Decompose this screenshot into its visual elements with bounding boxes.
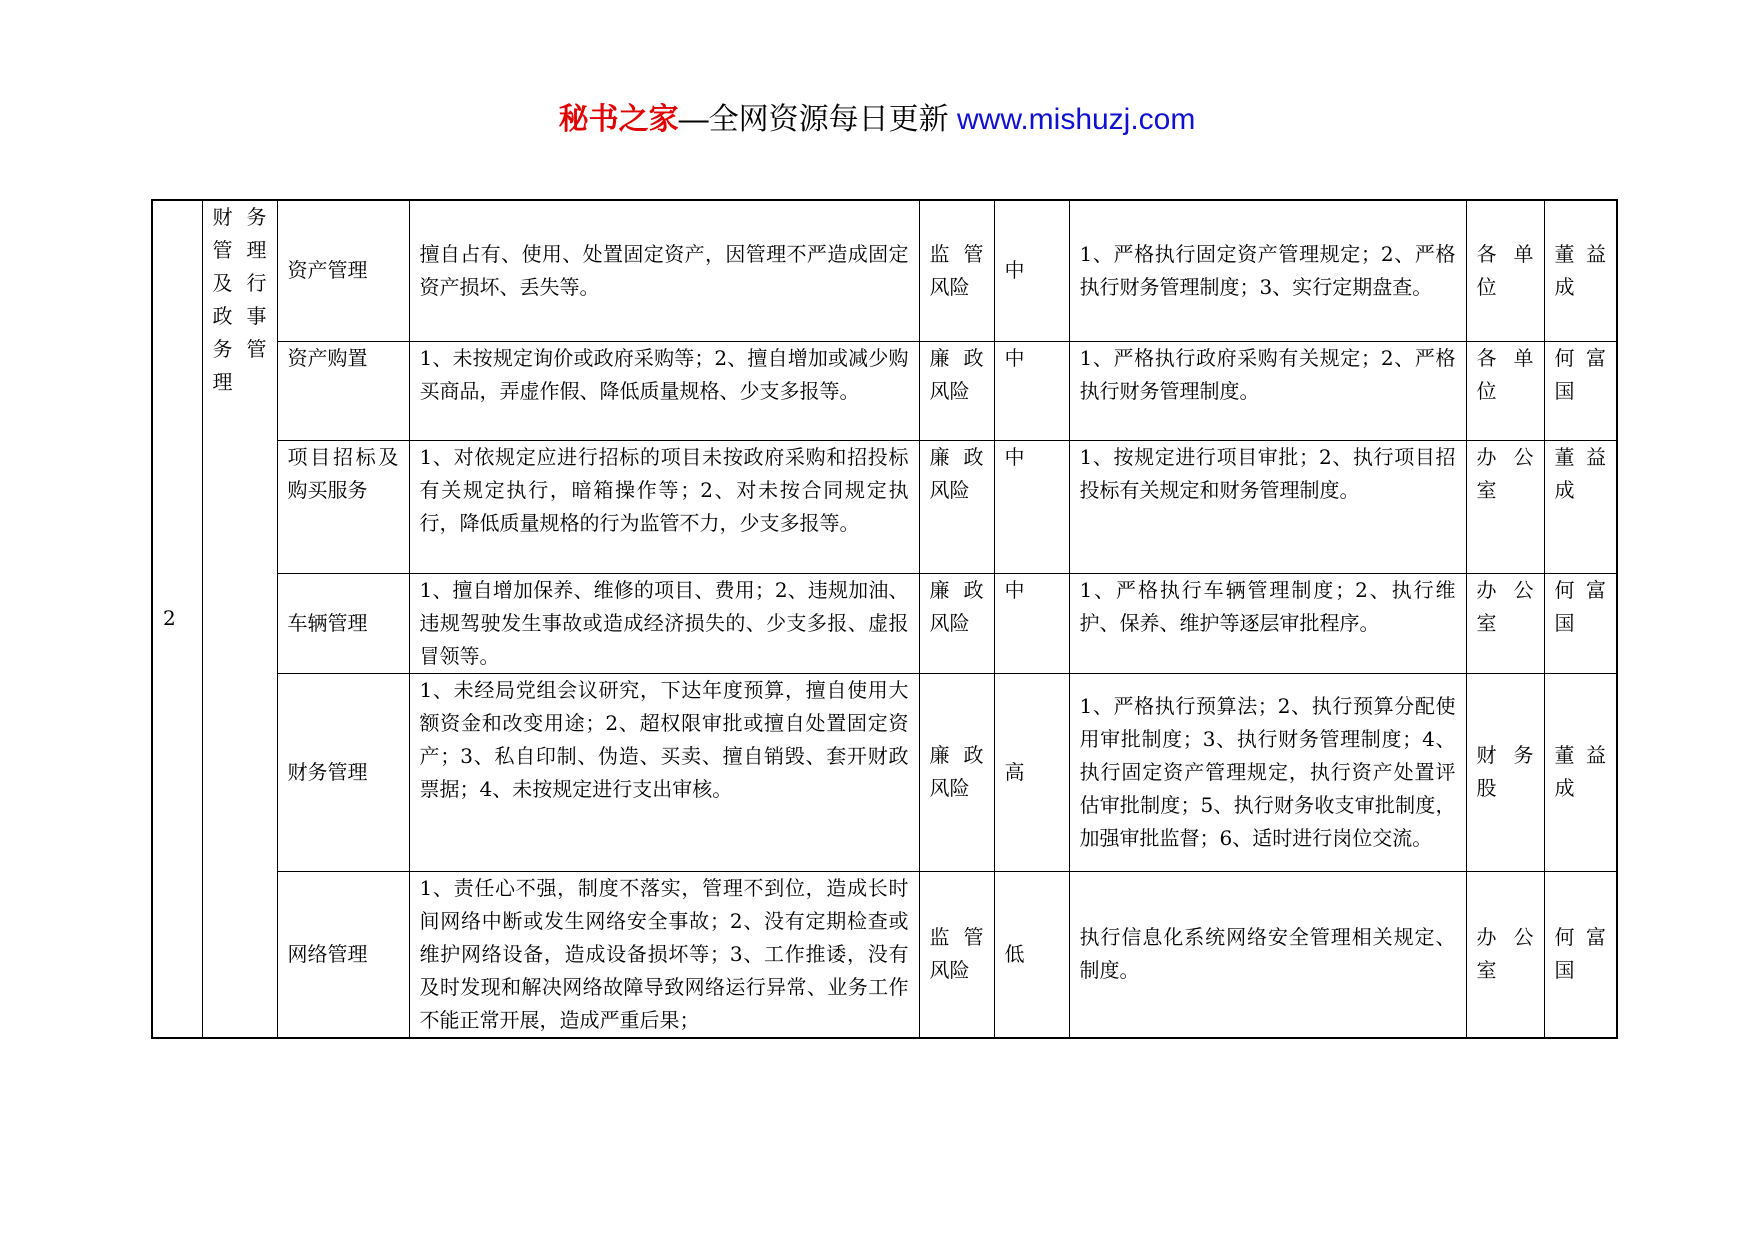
risk-cell: 1、未按规定询价或政府采购等；2、擅自增加或减少购买商品，弄虚作假、降低质量规格、少支多报等。 xyxy=(409,341,919,440)
category-cell: 财务管理及行政事务管理 xyxy=(202,200,277,1038)
measures-cell: 执行信息化系统网络安全管理相关规定、制度。 xyxy=(1069,871,1466,1038)
dept-cell: 各单位 xyxy=(1466,200,1544,341)
dept-cell: 各单位 xyxy=(1466,341,1544,440)
item-cell: 财务管理 xyxy=(277,673,409,871)
item-cell: 网络管理 xyxy=(277,871,409,1038)
table-row xyxy=(152,200,1617,341)
person-cell: 何富国 xyxy=(1544,871,1617,1038)
page-header xyxy=(0,100,1754,140)
risk-type-cell: 廉政风险 xyxy=(919,341,994,440)
watermark-slogan: —全网资源每日更新 xyxy=(678,103,957,136)
person-cell: 董益成 xyxy=(1544,673,1617,871)
table-row xyxy=(152,341,1617,440)
measures-cell: 1、严格执行预算法；2、执行预算分配使用审批制度；3、执行财务管理制度；4、执行固定资产管理规定，执行资产处置评估审批制度；5、执行财务收支审批制度，加强审批监督；6、适时进行岗位交流。 xyxy=(1069,673,1466,871)
watermark-url: www.mishuzj.com xyxy=(956,103,1196,136)
person-cell: 何富国 xyxy=(1544,341,1617,440)
table-row xyxy=(152,573,1617,673)
risk-table xyxy=(151,199,1618,1039)
risk-type-cell: 廉政风险 xyxy=(919,573,994,673)
measures-cell: 1、严格执行固定资产管理规定；2、严格执行财务管理制度；3、实行定期盘查。 xyxy=(1069,200,1466,341)
risk-level-cell: 高 xyxy=(994,673,1069,871)
measures-cell: 1、按规定进行项目审批；2、执行项目招投标有关规定和财务管理制度。 xyxy=(1069,440,1466,573)
risk-type-cell: 廉政风险 xyxy=(919,440,994,573)
risk-level-cell: 中 xyxy=(994,200,1069,341)
risk-type-cell: 廉政风险 xyxy=(919,673,994,871)
risk-cell: 1、责任心不强，制度不落实，管理不到位，造成长时间网络中断或发生网络安全事故；2、没有定期检查或维护网络设备，造成设备损坏等；3、工作推诿，没有及时发现和解决网络故障导致网络运行异常、业务工作不能正常开展，造成严重后果； xyxy=(409,871,919,1038)
person-cell: 何富国 xyxy=(1544,573,1617,673)
measures-cell: 1、严格执行政府采购有关规定；2、严格执行财务管理制度。 xyxy=(1069,341,1466,440)
dept-cell: 办公室 xyxy=(1466,871,1544,1038)
risk-type-cell: 监管风险 xyxy=(919,871,994,1038)
dept-cell: 财务股 xyxy=(1466,673,1544,871)
measures-cell: 1、严格执行车辆管理制度；2、执行维护、保养、维护等逐层审批程序。 xyxy=(1069,573,1466,673)
person-cell: 董益成 xyxy=(1544,440,1617,573)
table-row xyxy=(152,673,1617,871)
risk-cell: 擅自占有、使用、处置固定资产，因管理不严造成固定资产损坏、丢失等。 xyxy=(409,200,919,341)
item-cell: 资产购置 xyxy=(277,341,409,440)
risk-level-cell: 中 xyxy=(994,341,1069,440)
risk-cell: 1、擅自增加保养、维修的项目、费用；2、违规加油、违规驾驶发生事故或造成经济损失的、少支多报、虚报冒领等。 xyxy=(409,573,919,673)
table-row xyxy=(152,440,1617,573)
watermark-brand: 秘书之家 xyxy=(558,103,679,136)
item-cell: 车辆管理 xyxy=(277,573,409,673)
table-row xyxy=(152,871,1617,1038)
item-cell: 项目招标及购买服务 xyxy=(277,440,409,573)
dept-cell: 办公室 xyxy=(1466,573,1544,673)
risk-level-cell: 中 xyxy=(994,573,1069,673)
person-cell: 董益成 xyxy=(1544,200,1617,341)
risk-cell: 1、对依规定应进行招标的项目未按政府采购和招投标有关规定执行，暗箱操作等；2、对未按合同规定执行，降低质量规格的行为监管不力，少支多报等。 xyxy=(409,440,919,573)
risk-cell: 1、未经局党组会议研究，下达年度预算，擅自使用大额资金和改变用途；2、超权限审批或擅自处置固定资产；3、私自印制、伪造、买卖、擅自销毁、套开财政票据；4、未按规定进行支出审核。 xyxy=(409,673,919,871)
risk-type-cell: 监管风险 xyxy=(919,200,994,341)
item-cell: 资产管理 xyxy=(277,200,409,341)
dept-cell: 办公室 xyxy=(1466,440,1544,573)
risk-level-cell: 低 xyxy=(994,871,1069,1038)
risk-level-cell: 中 xyxy=(994,440,1069,573)
group-number: 2 xyxy=(152,200,202,1038)
